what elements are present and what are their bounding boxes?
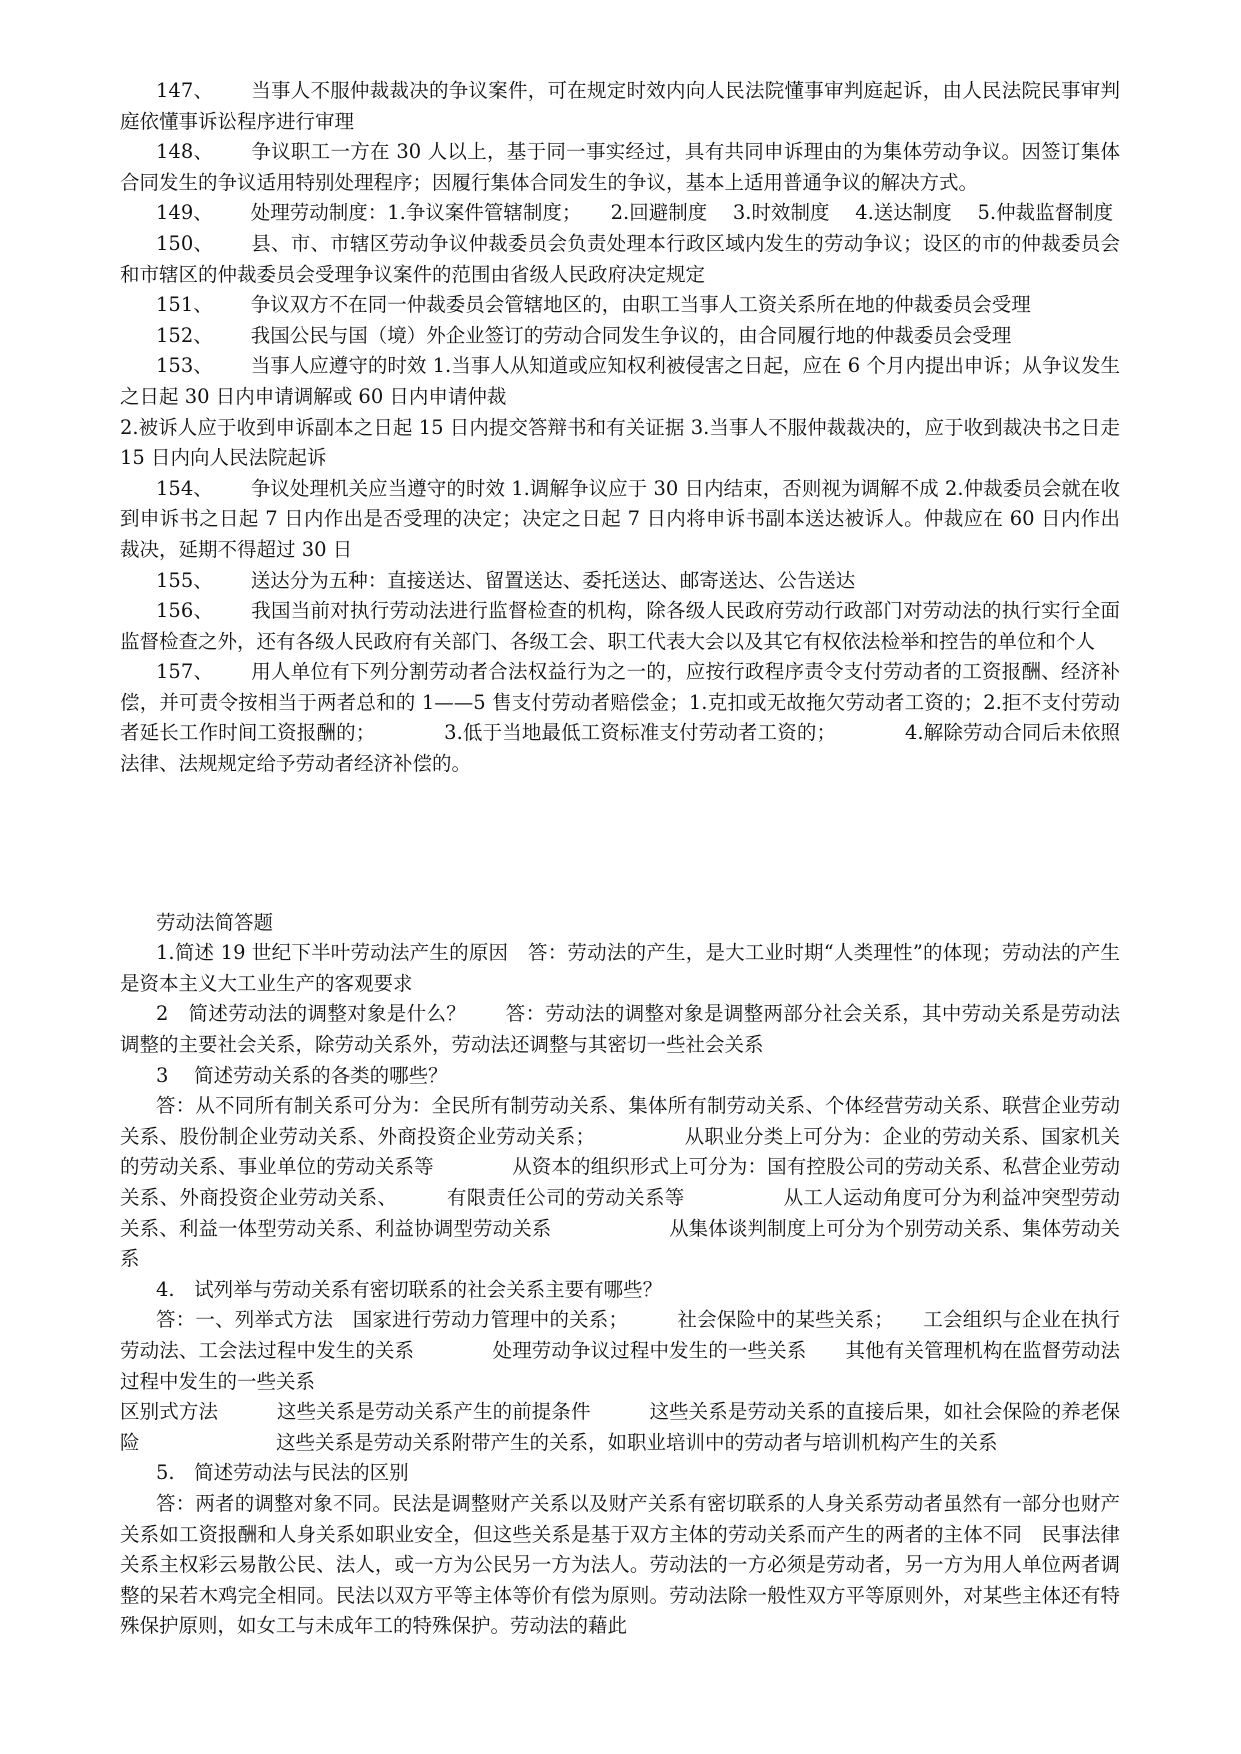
- answer-3: 答：从不同所有制关系可分为：全民所有制劳动关系、集体所有制劳动关系、个体经营劳动关系、联营企业劳动关系、股份制企业劳动关系、外商投资企业劳动关系； 从职业分类上可分为：企业的劳动关系、国家机关的劳动关系、事业单位的劳动关系等 从资本的组织形式上可分为：国有控股公司的劳动关系、私营企业劳动关系、外商投资企业劳动关系、 有限责任公司的劳动关系等 从工人运动角度可分为利益冲突型劳动关系、利益一体型劳动关系、利益协调型劳动关系 从集体谈判制度上可分为个别劳动关系、集体劳动关系: [120, 1094, 1120, 1271]
- item-number: 153、: [156, 354, 213, 378]
- question-5: 5. 简述劳动法与民法的区别: [156, 1461, 409, 1485]
- item-text: 争议双方不在同一仲裁委员会管辖地区的，由职工当事人工资关系所在地的仲裁委员会受理: [250, 293, 1031, 317]
- document-page: [120, 76, 1120, 1642]
- item-154: [120, 474, 1120, 566]
- item-156: [120, 596, 1120, 657]
- item-number: 150、: [156, 231, 214, 255]
- item-text: 当事人应遵守的时效 1.当事人从知道或应知权利被侵害之日起，应在 6 个月内提出申诉；从争议发生之日起 30 日内申请调解或 60 日内申请仲裁: [120, 354, 1120, 408]
- item-number: 147、: [156, 79, 214, 102]
- item-number: 154、: [156, 476, 213, 500]
- item-text: 送达分为五种：直接送达、留置送达、委托送达、邮寄送达、公告送达: [250, 568, 856, 592]
- item-153: [120, 351, 1120, 412]
- item-text: 处理劳动制度：1.争议案件管辖制度； 2.回避制度 3.时效制度 4.送达制度 5.仲裁监督制度: [250, 201, 1114, 225]
- question-3: 3 简述劳动关系的各类的哪些？: [156, 1063, 448, 1087]
- item-147: [120, 76, 1120, 137]
- item-number: 152、: [156, 323, 213, 347]
- item-number: 155、: [156, 568, 213, 592]
- item-157: [120, 657, 1120, 779]
- answer-4-part-2: 区别式方法 这些关系是劳动关系产生的前提条件 这些关系是劳动关系的直接后果，如社会保险的养老保险 这些关系是劳动关系附带产生的关系，如职业培训中的劳动者与培训机构产生的关系: [120, 1400, 1120, 1454]
- item-number: 156、: [156, 599, 214, 623]
- item-number: 149、: [156, 201, 213, 225]
- question-1: 1.简述 19 世纪下半叶劳动法产生的原因 答：劳动法的产生，是大工业时期“人类理性”的体现；劳动法的产生是资本主义大工业生产的客观要求: [120, 941, 1120, 995]
- item-148: [120, 137, 1120, 198]
- question-4: 4. 试列举与劳动关系有密切联系的社会关系主要有哪些？: [156, 1277, 663, 1301]
- item-text: 县、市、市辖区劳动争议仲裁委员会负责处理本行政区域内发生的劳动争议；设区的市的仲裁委员会和市辖区的仲裁委员会受理争议案件的范围由省级人民政府决定规定: [120, 231, 1120, 286]
- item-150: [120, 229, 1120, 290]
- item-text: 我国当前对执行劳动法进行监督检查的机构，除各级人民政府劳动行政部门对劳动法的执行实行全面监督检查之外，还有各级人民政府有关部门、各级工会、职工代表大会以及其它有权依法检举和控告的单位和个人: [120, 599, 1120, 653]
- item-text: 当事人不服仲裁裁决的争议案件，可在规定时效内向人民法院懂事审判庭起诉，由人民法院民事审判庭依懂事诉讼程序进行审理: [120, 79, 1120, 133]
- item-152: [120, 321, 1120, 352]
- item-number: 148、: [156, 140, 214, 164]
- answer-4-part-1: 答：一、列举式方法 国家进行劳动力管理中的关系； 社会保险中的某些关系； 工会组织与企业在执行劳动法、工会法过程中发生的关系 处理劳动争议过程中发生的一些关系 其他有关管理机构在监督劳动法过程中发生的一些关系: [120, 1308, 1120, 1393]
- question-2: 2 简述劳动法的调整对象是什么？ 答：劳动法的调整对象是调整两部分社会关系，其中劳动关系是劳动法调整的主要社会关系，除劳动关系外，劳动法还调整与其密切一些社会关系: [120, 1002, 1120, 1057]
- item-number: 157、: [156, 660, 214, 684]
- item-text: 争议处理机关应当遵守的时效 1.调解争议应于 30 日内结束，否则视为调解不成 2.仲裁委员会就在收到申诉书之日起 7 日内作出是否受理的决定；决定之日起 7 日内将申诉书副本送达被诉人。仲裁应在 60 日内作出裁决，延期不得超过 30 日: [120, 476, 1120, 561]
- answer-5: 答：两者的调整对象不同。民法是调整财产关系以及财产关系有密切联系的人身关系劳动者虽然有一部分也财产关系如工资报酬和人身关系如职业安全，但这些关系是基于双方主体的劳动关系而产生的两者的主体不同 民事法律关系主权彩云易散公民、法人，或一方为公民另一方为法人。劳动法的一方必须是劳动者，另一方为用人单位两者调整的呆若木鸡完全相同。民法以双方平等主体等价有偿为原则。劳动法除一般性双方平等原则外，对某些主体还有特殊保护原则，如女工与未成年工的特殊保护。劳动法的藉此: [120, 1491, 1120, 1638]
- item-155: [120, 566, 1120, 597]
- item-149: [120, 198, 1120, 229]
- item-text: 用人单位有下列分割劳动者合法权益行为之一的，应按行政程序责令支付劳动者的工资报酬、经济补偿，并可责令按相当于两者总和的 1——5 售支付劳动者赔偿金；1.克扣或无故拖欠劳动者工资的；2.拒不支付劳动者延长工作时间工资报酬的； 3.低于当地最低工资标准支付劳动者工资的； 4.解除劳动合同后未依照法律、法规规定给予劳动者经济补偿的。: [120, 660, 1120, 776]
- item-number: 151、: [156, 293, 213, 317]
- item-text: 争议职工一方在 30 人以上，基于同一事实经过，具有共同申诉理由的为集体劳动争议。因签订集体合同发生的争议适用特别处理程序；因履行集体合同发生的争议，基本上适用普通争议的解决方式。: [120, 140, 1120, 194]
- item-153-continuation: 2.被诉人应于收到申诉副本之日起 15 日内提交答辩书和有关证据 3.当事人不服仲裁裁决的，应于收到裁决书之日走 15 日内向人民法院起诉: [120, 415, 1120, 470]
- item-text: 我国公民与国（境）外企业签订的劳动合同发生争议的，由合同履行地的仲裁委员会受理: [250, 323, 1012, 347]
- item-151: [120, 290, 1120, 321]
- section-gap: [120, 780, 1120, 908]
- section-heading: 劳动法简答题: [156, 910, 274, 934]
